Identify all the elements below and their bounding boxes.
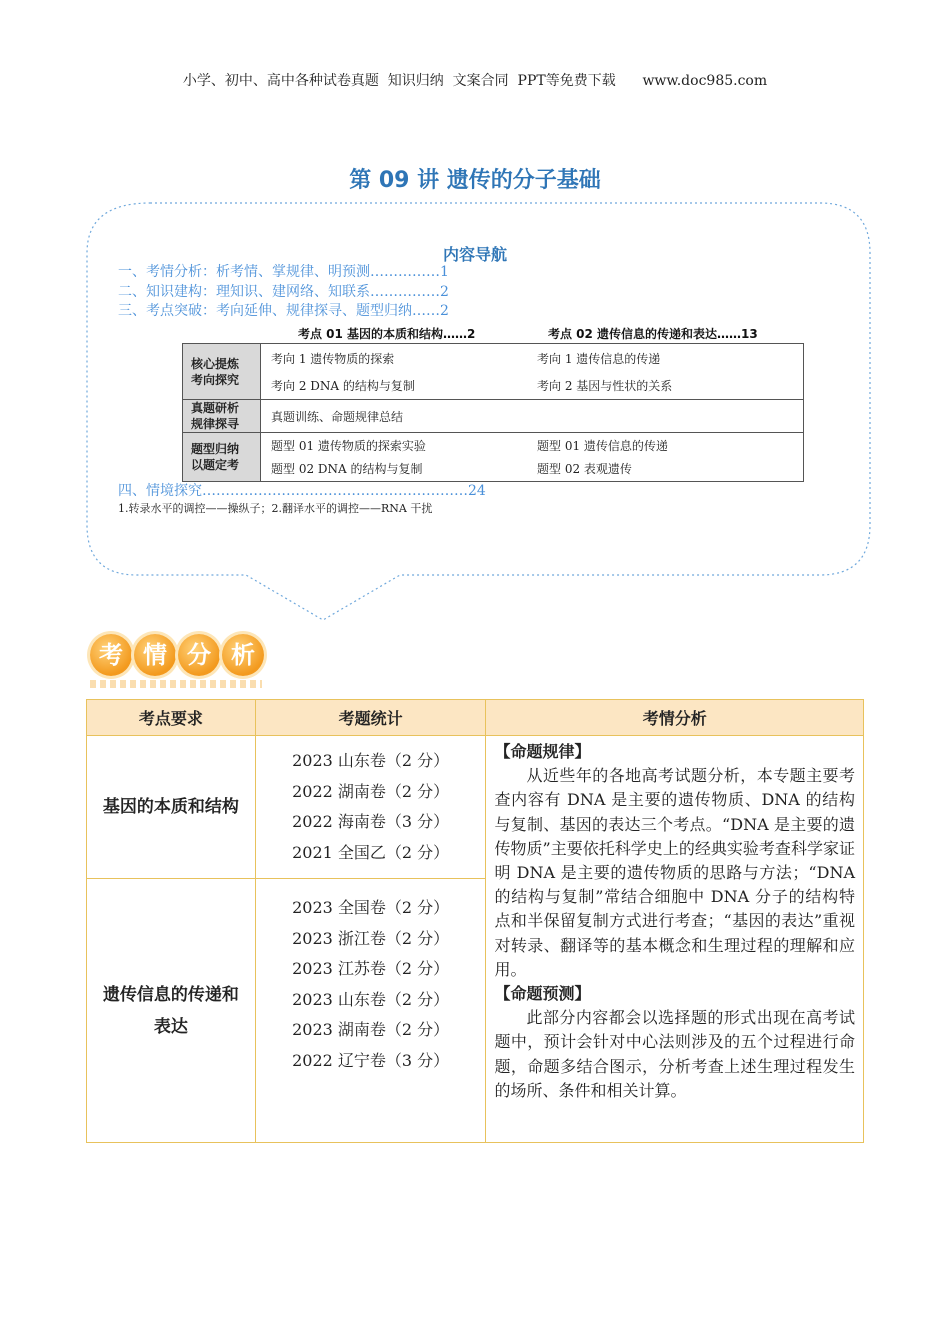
nav-section-3[interactable]: 三、考点突破：考向延伸、规律探寻、题型归纳……2	[118, 303, 449, 319]
stat-item: 2022 辽宁卷（3 分）	[292, 1050, 450, 1070]
nav-item[interactable]: 考向 2 DNA 的结构与复制	[271, 378, 415, 393]
analysis-cell	[486, 736, 864, 1143]
content-nav-frame	[0, 0, 950, 640]
stat-item: 2023 湖南卷（2 分）	[292, 1020, 450, 1039]
nav-item[interactable]: 考向 2 基因与性状的关系	[537, 378, 673, 393]
nav-item[interactable]: 考向 1 遗传信息的传递	[537, 351, 661, 366]
page-title: 第 09 讲 遗传的分子基础	[349, 168, 601, 193]
kaodian-02-link[interactable]: 考点 02 遗传信息的传递和表达……13	[548, 327, 758, 341]
table-header-stats: 考题统计	[255, 700, 486, 736]
analysis-paragraph: 从近些年的各地高考试题分析，本专题主要考查内容有 DNA 是主要的遗传物质、DNA 的结构与复制、基因的表达三个考点。“DNA 是主要的遗传物质”主要依托科学史上的经典实验考查科学家证明 DNA 是主要的遗传物质的思路与方法；“DNA 的结构与复制”常结合细胞中 DNA 分子的结构特点和半保留复制方式进行考查；“基因的表达”重视对转录、翻译等的基本概念和生理过程的理解和应用。	[494, 766, 855, 979]
stat-item: 2023 山东卷（2 分）	[292, 989, 450, 1009]
nav-item[interactable]: 题型 01 遗传信息的传递	[537, 439, 668, 453]
table-header-analysis: 考情分析	[486, 700, 864, 736]
badge-char: 考	[90, 634, 132, 676]
label-mingti-guilv: 【命题规律】	[494, 742, 591, 761]
nav-row-types	[261, 433, 804, 482]
stat-item: 2022 海南卷（3 分）	[292, 812, 450, 831]
label-mingti-yuce: 【命题预测】	[494, 984, 591, 1004]
nav-row-core	[261, 344, 804, 400]
nav-row-head-real: 真题研析 规律探寻	[183, 400, 261, 433]
requirement-cell: 基因的本质和结构	[87, 736, 256, 879]
stats-cell	[255, 879, 486, 1143]
stat-item: 2021 全国乙（2 分）	[292, 842, 450, 862]
kaodian-01-link[interactable]: 考点 01 基因的本质和结构……2	[298, 327, 476, 341]
section-badge-kaoqing	[88, 630, 270, 690]
badge-decor-stripe	[90, 680, 262, 688]
nav-structure-table	[182, 343, 804, 482]
analysis-paragraph: 此部分内容都会以选择题的形式出现在高考试题中，预计会针对中心法则涉及的五个过程进行命题，命题多结合图示，分析考查上述生理过程发生的场所、条件和相关计算。	[494, 1008, 855, 1100]
badge-char: 分	[178, 634, 220, 676]
page-header-tagline: 小学、初中、高中各种试卷真题 知识归纳 文案合同 PPT等免费下载 www.doc985.com	[182, 73, 768, 89]
nav-item[interactable]: 考向 1 遗传物质的探索	[271, 351, 395, 366]
stats-cell	[255, 736, 486, 879]
nav-heading: 内容导航	[442, 245, 507, 264]
nav-section-2[interactable]: 二、知识建构：理知识、建网络、知联系……………2	[118, 284, 449, 300]
stat-item: 2023 江苏卷（2 分）	[292, 959, 450, 978]
badge-char: 析	[222, 634, 264, 676]
stat-item: 2023 浙江卷（2 分）	[292, 928, 450, 948]
exam-analysis-table	[86, 699, 864, 1143]
nav-item[interactable]: 题型 01 遗传物质的探索实验	[271, 439, 426, 453]
requirement-cell: 遗传信息的传递和表达	[87, 879, 256, 1143]
nav-row-head-core: 核心提炼 考向探究	[183, 344, 261, 400]
nav-item[interactable]: 题型 02 表观遗传	[537, 462, 632, 476]
badge-char: 情	[134, 634, 176, 676]
nav-section-4[interactable]: 四、情境探究…………………………………………………24	[118, 483, 486, 499]
nav-item[interactable]: 真题训练、命题规律总结	[261, 400, 804, 433]
stat-item: 2023 全国卷（2 分）	[292, 898, 450, 917]
stat-item: 2022 湖南卷（2 分）	[292, 781, 450, 801]
nav-item[interactable]: 题型 02 DNA 的结构与复制	[271, 462, 423, 476]
table-header-requirement: 考点要求	[87, 700, 256, 736]
nav-section-1[interactable]: 一、考情分析：析考情、掌规律、明预测……………1	[118, 264, 449, 280]
nav-row-head-types: 题型归纳 以题定考	[183, 433, 261, 482]
scene-items: 1.转录水平的调控——操纵子；2.翻译水平的调控——RNA 干扰	[118, 502, 433, 515]
stat-item: 2023 山东卷（2 分）	[292, 751, 450, 770]
